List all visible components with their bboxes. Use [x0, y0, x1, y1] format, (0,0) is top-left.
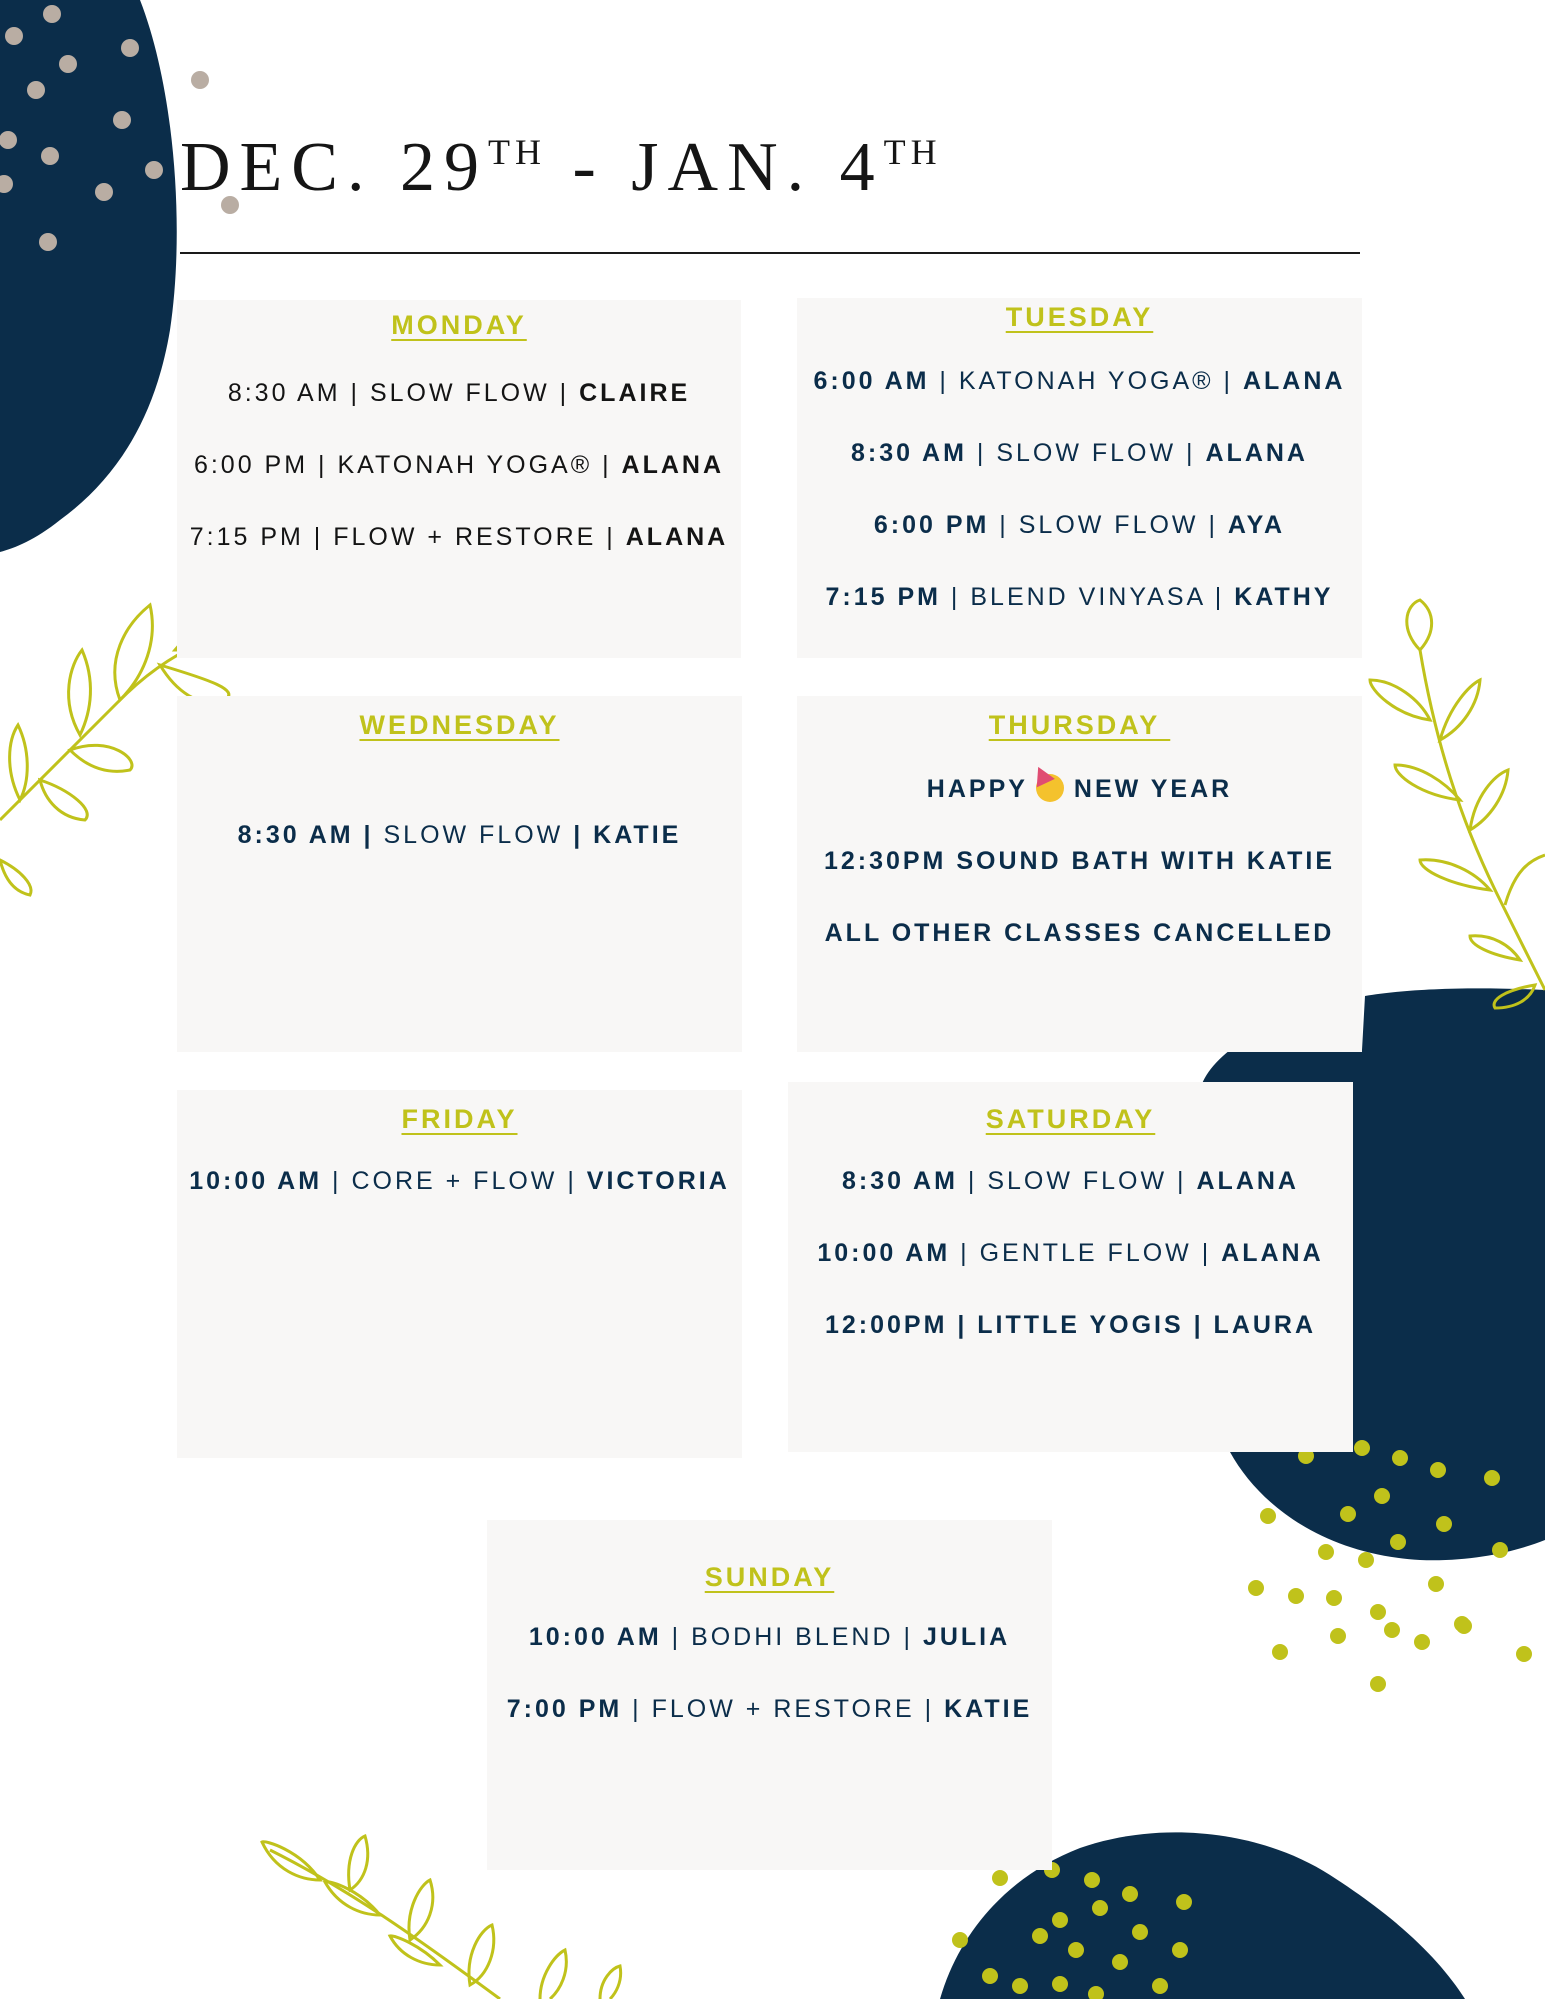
navy-blob-top-left	[0, 0, 177, 552]
card-thursday	[797, 696, 1362, 1052]
class-name: BODHI BLEND	[691, 1623, 894, 1651]
class-time: 10:00 AM	[189, 1167, 323, 1195]
class-row: 8:30 AM | SLOW FLOW | KATIE	[237, 821, 682, 849]
class-row: 7:15 PM | FLOW + RESTORE | ALANA	[189, 523, 729, 551]
class-time: 7:00 PM	[506, 1695, 623, 1723]
class-teacher: ALANA	[1205, 439, 1308, 467]
class-row: 8:30 AM | SLOW FLOW | CLAIRE	[227, 379, 691, 407]
class-time: 8:30 AM	[850, 439, 967, 467]
special-class: 12:30PM SOUND BATH WITH KATIE	[823, 847, 1336, 875]
class-time: 6:00 PM	[873, 511, 990, 539]
class-time: 10:00 AM	[528, 1623, 662, 1651]
class-name: SLOW FLOW	[987, 1167, 1168, 1195]
class-time: 8:30 AM	[237, 821, 354, 849]
class-teacher: KATIE	[593, 821, 682, 849]
card-friday	[177, 1090, 742, 1458]
greeting-new-year: NEW YEAR	[1073, 775, 1233, 803]
class-row: 6:00 AM | KATONAH YOGA® | ALANA	[813, 367, 1346, 395]
class-row: 6:00 PM | SLOW FLOW | AYA	[873, 511, 1286, 539]
card-tuesday	[797, 298, 1362, 658]
class-time: 8:30 AM	[227, 379, 341, 407]
class-time: 7:15 PM	[825, 583, 941, 611]
class-teacher: KATIE	[944, 1695, 1033, 1723]
card-wednesday	[177, 696, 742, 1052]
party-face-icon	[1036, 774, 1064, 802]
title-start: DEC. 29	[180, 129, 488, 206]
class-time: 10:00 AM	[817, 1239, 951, 1267]
class-teacher: JULIA	[922, 1623, 1011, 1651]
class-name: SLOW FLOW	[996, 439, 1177, 467]
day-heading-thursday: THURSDAY	[988, 710, 1171, 740]
day-heading-sunday: SUNDAY	[704, 1562, 835, 1592]
class-teacher: ALANA	[621, 451, 725, 479]
day-heading-tuesday: TUESDAY	[1005, 302, 1154, 332]
class-teacher: ALANA	[625, 523, 729, 551]
title-ordinal-2: TH	[883, 132, 942, 172]
class-row: 10:00 AM | BODHI BLEND | JULIA	[528, 1623, 1011, 1651]
class-time: 7:15 PM	[189, 523, 304, 551]
class-teacher: ALANA	[1242, 367, 1346, 395]
day-heading-monday: MONDAY	[391, 310, 527, 340]
class-row: 7:00 PM | FLOW + RESTORE | KATIE	[506, 1695, 1033, 1723]
class-time: 6:00 PM	[193, 451, 309, 479]
title-end: - JAN. 4	[546, 129, 884, 206]
class-teacher: AYA	[1227, 511, 1286, 539]
class-teacher: VICTORIA	[586, 1167, 730, 1195]
class-teacher: ALANA	[1221, 1239, 1324, 1267]
class-name: CORE + FLOW	[351, 1167, 558, 1195]
class-teacher: ALANA	[1196, 1167, 1299, 1195]
class-row: 8:30 AM | SLOW FLOW | ALANA	[850, 439, 1308, 467]
day-heading-wednesday: WEDNESDAY	[359, 710, 560, 740]
card-saturday	[788, 1082, 1353, 1452]
class-teacher: KATHY	[1234, 583, 1334, 611]
card-monday	[177, 300, 741, 658]
class-row: 10:00 AM | GENTLE FLOW | ALANA	[817, 1239, 1324, 1267]
class-name: FLOW + RESTORE	[333, 523, 597, 551]
greeting-happy: HAPPY	[926, 775, 1028, 803]
leaf-branch-right	[1370, 600, 1545, 1008]
class-name: GENTLE FLOW	[979, 1239, 1192, 1267]
class-time: 6:00 AM	[813, 367, 930, 395]
class-name: BLEND VINYASA	[970, 583, 1205, 611]
page-title	[180, 128, 1360, 228]
holiday-greeting	[797, 771, 1362, 807]
class-name: KATONAH YOGA®	[958, 367, 1214, 395]
class-name: SLOW FLOW	[383, 821, 564, 849]
class-name: FLOW + RESTORE	[651, 1695, 915, 1723]
title-divider	[180, 252, 1360, 254]
cancellation-note: ALL OTHER CLASSES CANCELLED	[824, 919, 1335, 947]
class-row: 8:30 AM | SLOW FLOW | ALANA	[841, 1167, 1299, 1195]
class-name: KATONAH YOGA®	[337, 451, 593, 479]
card-sunday	[487, 1520, 1052, 1870]
class-row: 7:15 PM | BLEND VINYASA | KATHY	[825, 583, 1334, 611]
day-heading-saturday: SATURDAY	[985, 1104, 1156, 1134]
class-time: 8:30 AM	[841, 1167, 958, 1195]
class-row: 6:00 PM | KATONAH YOGA® | ALANA	[193, 451, 725, 479]
day-heading-friday: FRIDAY	[401, 1104, 518, 1134]
class-name: SLOW FLOW	[369, 379, 550, 407]
class-row: 12:00PM | LITTLE YOGIS | LAURA	[824, 1311, 1317, 1339]
class-row: 10:00 AM | CORE + FLOW | VICTORIA	[189, 1167, 730, 1195]
class-name: SLOW FLOW	[1018, 511, 1199, 539]
class-teacher: CLAIRE	[579, 379, 691, 407]
title-ordinal-1: TH	[488, 132, 546, 172]
